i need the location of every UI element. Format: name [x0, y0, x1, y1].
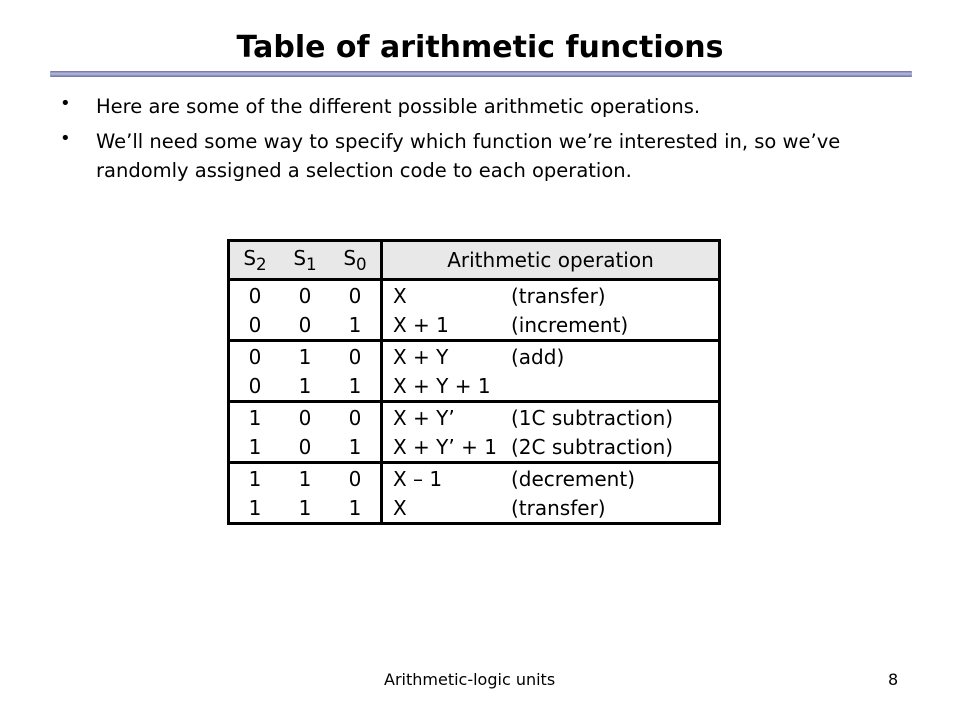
- bullet-list: [60, 92, 920, 191]
- table-row: [229, 463, 720, 494]
- bullet-icon: •: [60, 93, 71, 114]
- table-row: [229, 371, 720, 402]
- cell-description: (2C subtraction): [511, 434, 674, 459]
- subscript: 0: [356, 255, 367, 274]
- table-row: [229, 341, 720, 372]
- cell-description: (increment): [511, 312, 629, 337]
- table-row: [229, 402, 720, 433]
- header-s0: $S_0$: [330, 241, 382, 280]
- arithmetic-operations-table: [227, 239, 721, 525]
- cell-s2: 0: [229, 341, 281, 372]
- cell-expression: X – 1: [382, 463, 512, 494]
- cell-s2: 1: [248, 434, 262, 459]
- table-row: [229, 493, 720, 524]
- cell-description: (1C subtraction): [511, 402, 720, 433]
- cell-description: (add): [511, 341, 720, 372]
- cell-s0: 1: [330, 493, 382, 524]
- header-operation: Arithmetic operation: [382, 241, 720, 280]
- cell-s1: 1: [298, 495, 312, 520]
- cell-s0: 0: [330, 280, 382, 311]
- header-s2: $S_2$: [229, 241, 281, 280]
- cell-expression: X + 1: [393, 312, 449, 337]
- cell-expression: X: [393, 495, 407, 520]
- bullet-item: [60, 92, 920, 121]
- cell-expression: X + Y + 1: [393, 373, 491, 398]
- cell-s2: 0: [248, 283, 262, 308]
- cell-description: (decrement): [511, 463, 720, 494]
- header-s1: $S_1$: [280, 241, 330, 280]
- cell-s0: 1: [330, 432, 382, 463]
- bullet-item: [60, 127, 920, 185]
- cell-s0: 1: [330, 310, 382, 341]
- table-row: [229, 432, 720, 463]
- cell-s1: 1: [298, 373, 312, 398]
- cell-s2: 1: [248, 495, 262, 520]
- cell-s1: 0: [298, 283, 312, 308]
- cell-expression: X + Y’ + 1: [393, 434, 497, 459]
- subscript: 1: [306, 255, 317, 274]
- table-header-row: [229, 241, 720, 280]
- cell-s0: 0: [330, 402, 382, 433]
- cell-s1: 1: [280, 463, 330, 494]
- bullet-icon: •: [60, 128, 71, 149]
- cell-description: (transfer): [511, 495, 606, 520]
- footer-title: Arithmetic-logic units: [384, 670, 556, 689]
- cell-s2: 1: [229, 402, 281, 433]
- slide-title: Table of arithmetic functions: [236, 30, 724, 65]
- title-divider: [50, 71, 912, 77]
- subscript: 2: [256, 255, 267, 274]
- cell-description: [511, 371, 720, 402]
- table-row: [229, 310, 720, 341]
- cell-s2: 0: [248, 373, 262, 398]
- cell-s0: 1: [330, 371, 382, 402]
- cell-s1: 0: [280, 402, 330, 433]
- page-number: 8: [888, 670, 899, 689]
- bullet-text: Here are some of the different possible arithmetic operations.: [96, 95, 701, 118]
- table-row: [229, 280, 720, 311]
- cell-description: (transfer): [511, 283, 606, 308]
- cell-s2: 0: [248, 312, 262, 337]
- cell-expression: X + Y’: [382, 402, 512, 433]
- cell-s0: 0: [330, 341, 382, 372]
- arithmetic-table-container: [227, 239, 721, 521]
- cell-expression: X: [393, 283, 407, 308]
- cell-expression: X + Y: [382, 341, 512, 372]
- cell-s2: 1: [229, 463, 281, 494]
- cell-s1: 0: [298, 434, 312, 459]
- cell-s0: 0: [330, 463, 382, 494]
- bullet-text: We’ll need some way to specify which function we’re interested in, so we’ve randomly assigned a selection code to each operation.: [96, 130, 841, 182]
- cell-s1: 0: [298, 312, 312, 337]
- cell-s1: 1: [280, 341, 330, 372]
